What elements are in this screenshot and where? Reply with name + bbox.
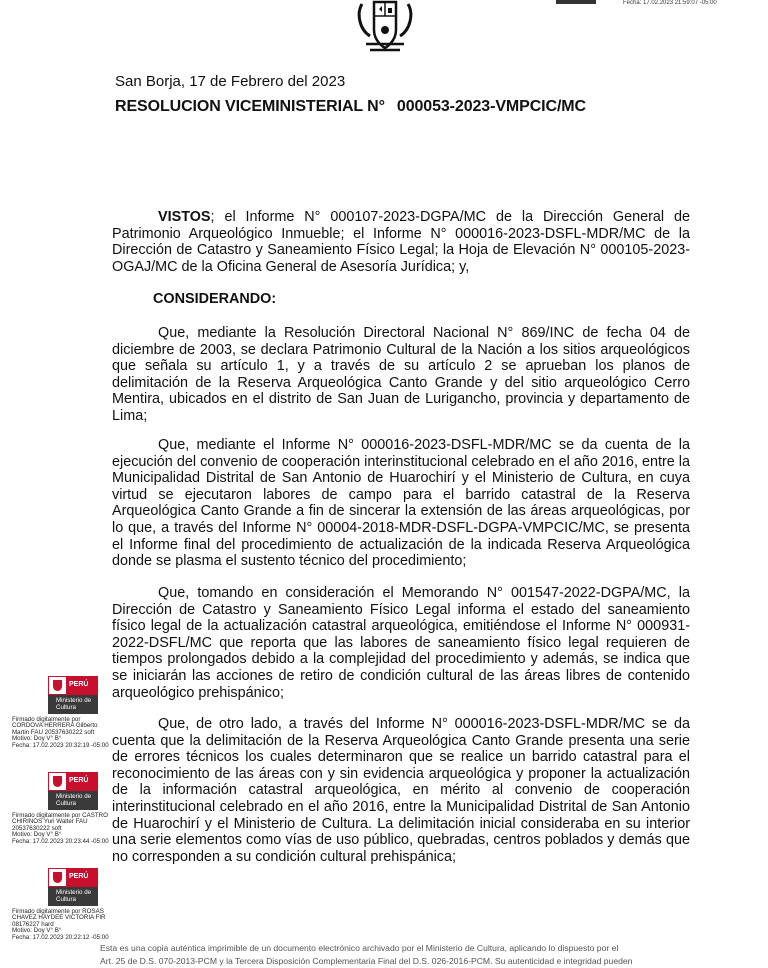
logo-country: PERÚ [67, 868, 98, 887]
ministry-logo [48, 772, 98, 810]
ministry-logo [48, 868, 98, 906]
crest-icon [48, 772, 67, 791]
resolution-title-prefix: RESOLUCION VICEMINISTERIAL N° [115, 98, 385, 115]
logo-country: PERÚ [67, 676, 98, 695]
digital-signature-2 [12, 772, 122, 845]
top-signature-stamp: Fecha: 17.02.2023 21:59:07 -05:00 [623, 0, 717, 6]
paragraph-text: Que, mediante la Resolución Directoral Nacional N° 869/INC de fecha 04 de diciembre de 2003, se declara Patrimonio Cultural de la Nación a los sitios arqueológicos que señala su artículo 1, y a través de su artículo 2 se aprueban los planos de delimitación de la Reserva Arqueológica Canto Grande y del sitio arqueológico Cerro Mentira, ubicados en el distrito de San Juan de Lurigancho, provincia y departamento de Lima; [112, 325, 690, 424]
logo-ministry: Ministerio de Cultura [48, 791, 98, 810]
signature-text: Firmado digitalmente por ROSAS CHAVEZ HAYDEE VICTORIA FIR 08176227 hard Motivo: Doy V° B° Fecha: 17.02.2023 20:22:12 -05:00 [12, 908, 109, 941]
resolution-title [115, 98, 586, 116]
considerando-heading: CONSIDERANDO: [153, 291, 277, 307]
paragraph-text: Que, mediante el Informe N° 000016-2023-DSFL-MDR/MC se da cuenta de la ejecución del convenio de cooperación interinstitucional celebrado en el año 2016, entre la Municipalidad Distrital de San Antonio de Huarochirí y el Ministerio de Cultura, en cuya virtud se ejecutaron labores de campo para el barrido catastral de la Reserva Arqueológica Canto Grande a fin de sincerar la extensión de las áreas arqueológicas, por lo que, a través del Informe N° 00004-2018-MDR-DSFL-DGPA-VMPCIC/MC, se presenta el Informe final del procedimiento de actualización de la indicada Reserva Arqueológica donde se plasma el sustento técnico del procedimiento; [112, 437, 690, 570]
logo-country: PERÚ [67, 772, 98, 791]
footer-notice [100, 942, 768, 968]
vistos-text: ; el Informe N° 000107-2023-DGPA/MC de la Dirección General de Patrimonio Arqueológico Inmueble; el Informe N° 000016-2023-DSFL-MDR/MC de la Dirección de Catastro y Saneamiento Físico Legal; la Hoja de Elevación N° 000105-2023-OGAJ/MC de la Oficina General de Asesoría Jurídica; y, [112, 209, 690, 275]
signature-text: Firmado digitalmente por CORDOVA HERRERA Gilberto Martin FAU 20537630222 soft Motivo: Doy V° B° Fecha: 17.02.2023 20:32:19 -05:00 [12, 716, 109, 749]
paragraph-3 [112, 585, 690, 701]
logo-ministry: Ministerio de Cultura [48, 695, 98, 714]
paragraph-text: Que, tomando en consideración el Memorando N° 001547-2022-DGPA/MC, la Dirección de Catastro y Saneamiento Físico Legal informa el estado del saneamiento físico legal de la actualización catastral arqueológica, emitiéndose el Informe N° 000931-2022-DSFL/MC que reporta que las labores de saneamiento físico legal requieren de tiempos prolongados debido a la complejidad del procedimiento y además, se indica que se iniciarán las acciones de retiro de condición cultural de las áreas libres de contenido arqueológico prehispánico; [112, 585, 690, 701]
resolution-number: 000053-2023-VMPCIC/MC [396, 98, 586, 115]
digital-signature-3 [12, 868, 122, 941]
digital-signature-1 [12, 676, 122, 749]
logo-ministry: Ministerio de Cultura [48, 887, 98, 906]
footer-line-2: Art. 25 de D.S. 070-2013-PCM y la Tercera Disposición Complementaria Final del D.S. 026-2016-PCM. Su autenticidad e integridad pueden [100, 956, 633, 966]
paragraph-1 [112, 325, 690, 425]
vistos-section [112, 209, 690, 275]
ministry-logo [48, 676, 98, 714]
crest-icon [48, 676, 67, 695]
footer-line-1: Esta es una copia auténtica imprimible de un documento electrónico archivado por el Ministerio de Cultura, aplicando lo dispuesto por el [100, 943, 619, 953]
paragraph-2 [112, 437, 690, 570]
national-seal-icon [352, 0, 418, 56]
signature-text: Firmado digitalmente por CASTRO CHIRINOS Yuri Walter FAU 20537630222 soft Motivo: Doy V° B° Fecha: 17.02.2023 20:23:44 -05:00 [12, 812, 109, 845]
crest-icon [48, 868, 67, 887]
vistos-label: VISTOS [158, 209, 211, 225]
document-date: San Borja, 17 de Febrero del 2023 [115, 73, 346, 90]
top-bar-mark [556, 0, 596, 4]
paragraph-text: Que, de otro lado, a través del Informe N° 000016-2023-DSFL-MDR/MC se da cuenta que la delimitación de la Reserva Arqueológica Canto Grande presenta una serie de errores técnicos los cuales determinaron que se realice un barrido catastral para el reconocimiento de las áreas con y sin evidencia arqueológica y proponer la actualización de la información catastral arqueológica, en mérito al convenio de cooperación interinstitucional celebrado en el año 2016, entre la Municipalidad Distrital de San Antonio de Huarochirí y el Ministerio de Cultura. La delimitación inicial consideraba en su interior una serie elementos como vías de uso público, quebradas, centros poblados y demás que no corresponden a su condición cultural prehispánica; [112, 716, 690, 865]
paragraph-4 [112, 716, 690, 865]
